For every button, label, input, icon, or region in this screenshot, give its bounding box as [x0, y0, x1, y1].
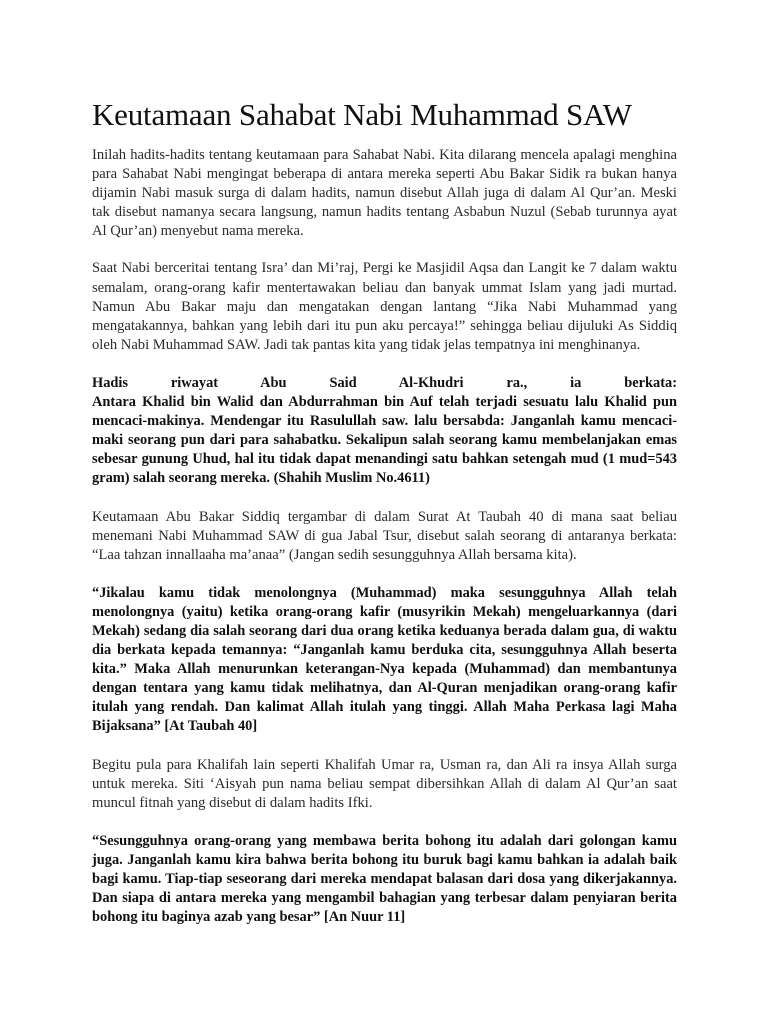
- paragraph-hadith-abu-said: [92, 374, 677, 489]
- document-page: [92, 0, 677, 927]
- paragraph-quote-at-taubah: “Jikalau kamu tidak menolongnya (Muhammad) maka sesungguhnya Allah telah menolongnya (yaitu) ketika orang-orang kafir (musyrikin Mekah) mengeluarkannya (dari Mekah) sedang dia salah seorang dari dua orang ketika keduanya berada dalam gua, di waktu dia berkata kepada temannya: “Janganlah kamu berduka cita, sesungguhnya Allah beserta kita.” Maka Allah menurunkan keterangan-Nya kepada (Muhammad) dan membantunya dengan tentara yang kamu tidak melihatnya, dan Al-Quran menjadikan orang-orang kafir itulah yang rendah. Dan kalimat Allah itulah yang tinggi. Allah Maha Perkasa lagi Maha Bijaksana” [At Taubah 40]: [92, 584, 677, 735]
- paragraph-khalifah: Begitu pula para Khalifah lain seperti Khalifah Umar ra, Usman ra, dan Ali ra insya Allah surga untuk mereka. Siti ‘Aisyah pun nama beliau sempat dibersihkan Allah di dalam Al Qur’an saat muncul fitnah yang disebut di dalam hadits Ifki.: [92, 756, 677, 811]
- paragraph-intro: Inilah hadits-hadits tentang keutamaan para Sahabat Nabi. Kita dilarang mencela apalagi menghina para Sahabat Nabi mengingat beberapa di antara mereka seperti Abu Bakar Sidik ra bukan hanya dijamin Nabi masuk surga di dalam hadits, namun disebut Allah juga di dalam Al Qur’an. Meski tak disebut namanya secara langsung, namun hadits tentang Asbabun Nuzul (Sebab turunnya ayat Al Qur’an) menyebut nama mereka.: [92, 147, 677, 240]
- hadith-text: Antara Khalid bin Walid dan Abdurrahman bin Auf telah terjadi sesuatu lalu Khalid pun mencaci-makinya. Mendengar itu Rasulullah saw. lalu bersabda: Janganlah kamu mencaci-maki seorang pun dari para sahabatku. Sekalipun salah seorang kamu membelanjakan emas sebesar gunung Uhud, hal itu tidak dapat menandingi satu bahkan setengah mud (1 mud=543 gram) salah seorang mereka. (Shahih Muslim No.4611): [92, 394, 677, 487]
- paragraph-quote-an-nuur: “Sesungguhnya orang-orang yang membawa berita bohong itu adalah dari golongan kamu juga. Janganlah kamu kira bahwa berita bohong itu buruk bagi kamu bahkan ia adalah baik bagi kamu. Tiap-tiap seseorang dari mereka mendapat balasan dari dosa yang dikerjakannya. Dan siapa di antara mereka yang mengambil bahagian yang terbesar dalam penyiaran berita bohong itu baginya azab yang besar” [An Nuur 11]: [92, 832, 677, 926]
- hadith-intro-line: Hadis riwayat Abu Said Al-Khudri ra., ia berkata:: [92, 374, 677, 391]
- paragraph-abu-bakar-taubah: Keutamaan Abu Bakar Siddiq tergambar di dalam Surat At Taubah 40 di mana saat beliau menemani Nabi Muhammad SAW di gua Jabal Tsur, disebut salah seorang di antaranya berkata: “Laa tahzan innallaaha ma’anaa” (Jangan sedih sesungguhnya Allah bersama kita).: [92, 508, 677, 563]
- paragraph-isra-miraj: Saat Nabi berceritai tentang Isra’ dan Mi’raj, Pergi ke Masjidil Aqsa dan Langit ke 7 dalam waktu semalam, orang-orang kafir mentertawakan beliau dan banyak ummat Islam yang jadi murtad. Namun Abu Bakar maju dan mengatakan dengan lantang “Jika Nabi Muhammad yang mengatakannya, bahkan yang lebih dari itu pun aku percaya!” sehingga beliau dijuluki As Siddiq oleh Nabi Muhammad SAW. Jadi tak pantas kita yang tidak jelas tempatnya ini menghinanya.: [92, 260, 677, 353]
- document-title: Keutamaan Sahabat Nabi Muhammad SAW: [92, 97, 632, 132]
